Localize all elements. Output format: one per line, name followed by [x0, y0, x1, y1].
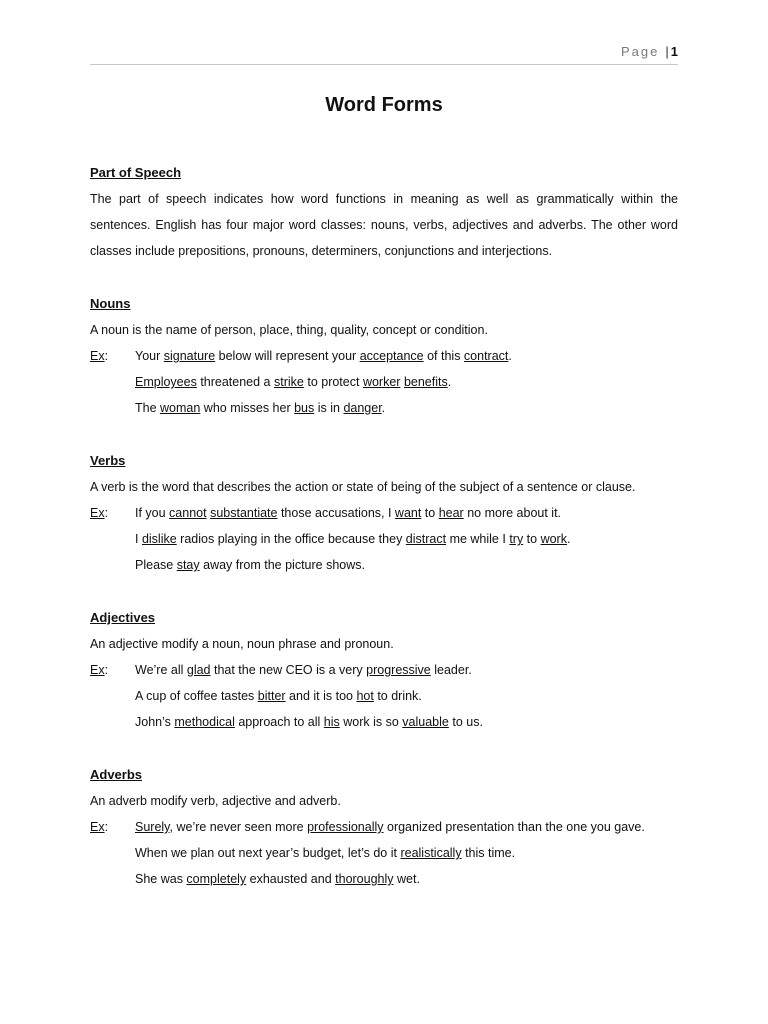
highlighted-word: strike [274, 375, 304, 389]
highlighted-word: woman [160, 401, 201, 415]
example-sentence: Your signature below will represent your acceptance of this contract. [135, 349, 512, 363]
section-heading: Adverbs [90, 767, 143, 782]
example-label [90, 395, 135, 421]
highlighted-word: worker [362, 375, 401, 389]
intro-section [90, 160, 678, 264]
example-row [90, 500, 678, 526]
highlighted-word: completely [186, 872, 247, 886]
header-rule [90, 64, 678, 65]
example-label [90, 683, 135, 709]
example-label: Ex: [90, 663, 109, 677]
document-title: Word Forms [325, 94, 443, 116]
section-heading: Verbs [90, 453, 126, 468]
highlighted-word: professionally [307, 820, 384, 834]
highlighted-word: bus [294, 401, 315, 415]
example-label [90, 526, 135, 552]
section-heading: Part of Speech [90, 165, 182, 180]
highlighted-word: glad [186, 663, 211, 677]
section-definition: A verb is the word that describes the action or state of being of the subject of a sentence or clause. [90, 480, 636, 494]
example-row [90, 840, 678, 866]
example-row [90, 343, 678, 369]
highlighted-word: stay [176, 558, 200, 572]
example-sentence: Please stay away from the picture shows. [135, 558, 365, 572]
section-adverbs [90, 762, 678, 892]
example-row [90, 814, 678, 840]
example-row [90, 395, 678, 421]
example-row [90, 683, 678, 709]
example-label [90, 709, 135, 735]
highlighted-word: want [394, 506, 422, 520]
section-heading: Adjectives [90, 610, 156, 625]
highlighted-word: hot [356, 689, 374, 703]
highlighted-word: bitter [257, 689, 286, 703]
example-label: Ex: [90, 820, 109, 834]
highlighted-word: Surely [135, 820, 170, 834]
example-sentence: Surely, we’re never seen more professionally organized presentation than the one you gave. [135, 820, 645, 834]
example-label [90, 840, 135, 866]
section-definition: A noun is the name of person, place, thing, quality, concept or condition. [90, 323, 488, 337]
example-row [90, 552, 678, 578]
example-row [90, 657, 678, 683]
section-heading: Nouns [90, 296, 131, 311]
example-sentence: John’s methodical approach to all his work is so valuable to us. [135, 715, 483, 729]
intro-paragraph: The part of speech indicates how word functions in meaning as well as grammatically within the sentences. English has four major word classes: nouns, verbs, adjectives and adverbs. The other word classes include prepositions, pronouns, determiners, conjunctions and interjections. [90, 192, 678, 258]
highlighted-word: hear [438, 506, 464, 520]
example-label [90, 369, 135, 395]
example-row [90, 369, 678, 395]
section-adjectives [90, 605, 678, 735]
highlighted-word: Employees [135, 375, 197, 389]
highlighted-word: danger [343, 401, 382, 415]
section-definition: An adjective modify a noun, noun phrase and pronoun. [90, 637, 394, 651]
word-class-sections [90, 291, 678, 892]
example-label [90, 866, 135, 892]
highlighted-word: acceptance [359, 349, 424, 363]
highlighted-word: realistically [400, 846, 462, 860]
highlighted-word: cannot [169, 506, 207, 520]
page-separator: | [665, 44, 669, 59]
highlighted-word: distract [405, 532, 447, 546]
highlighted-word: valuable [402, 715, 449, 729]
example-sentence: She was completely exhausted and thoroughly wet. [135, 872, 420, 886]
page-header [90, 44, 678, 59]
document-body [90, 160, 678, 892]
example-sentence: The woman who misses her bus is in danger. [135, 401, 386, 415]
section-verbs [90, 448, 678, 578]
example-sentence: When we plan out next year’s budget, let’s do it realistically this time. [135, 846, 516, 860]
page-label: Page [621, 44, 660, 59]
example-row [90, 526, 678, 552]
highlighted-word: dislike [141, 532, 177, 546]
section-definition: An adverb modify verb, adjective and adverb. [90, 794, 341, 808]
example-sentence: We’re all glad that the new CEO is a very progressive leader. [135, 663, 472, 677]
highlighted-word: contract [463, 349, 509, 363]
example-row [90, 709, 678, 735]
example-row [90, 866, 678, 892]
highlighted-word: methodical [174, 715, 235, 729]
example-sentence: If you cannot substantiate those accusations, I want to hear no more about it. [135, 506, 562, 520]
highlighted-word: try [509, 532, 524, 546]
example-label: Ex: [90, 349, 109, 363]
example-sentence: Employees threatened a strike to protect worker benefits. [135, 375, 452, 389]
highlighted-word: benefits [403, 375, 448, 389]
highlighted-word: thoroughly [335, 872, 394, 886]
highlighted-word: his [323, 715, 340, 729]
highlighted-word: substantiate [210, 506, 278, 520]
example-label [90, 552, 135, 578]
section-nouns [90, 291, 678, 421]
highlighted-word: signature [163, 349, 216, 363]
example-sentence: I dislike radios playing in the office because they distract me while I try to work. [135, 532, 571, 546]
page-number: 1 [670, 44, 678, 59]
highlighted-word: progressive [366, 663, 431, 677]
example-label: Ex: [90, 506, 109, 520]
highlighted-word: work [540, 532, 567, 546]
example-sentence: A cup of coffee tastes bitter and it is too hot to drink. [135, 689, 422, 703]
